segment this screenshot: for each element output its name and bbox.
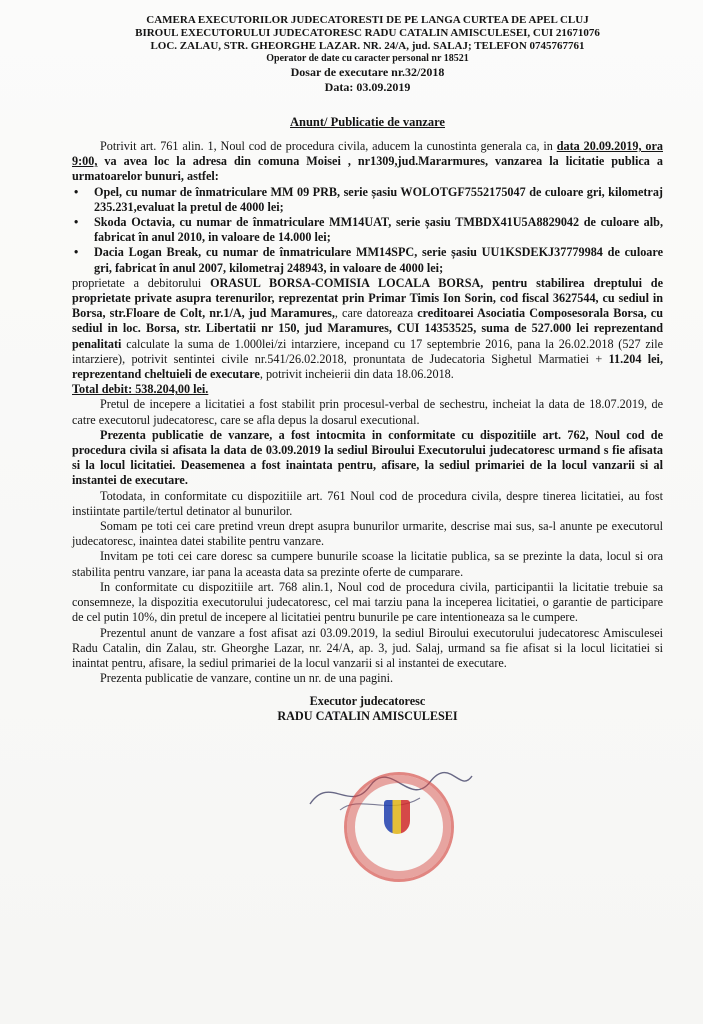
paragraph-publication: Prezenta publicatie de vanzare, a fost intocmita in conformitate cu dispozitiile art. 762, Noul cod de procedura civila si afisata la data de 03.09.2019 la sediul Biroului Executorului judecatoresc urmand s fie afisata si la locul licitatiei. Deasemenea a fost inaintata pentru, afisare, la sediul primariei de la locul vanzarii si al instantei de executare. (72, 427, 663, 488)
bullet-icon: • (74, 215, 79, 230)
coat-of-arms-icon (384, 800, 410, 834)
goods-item-text: Dacia Logan Break, cu numar de înmatriculare MM14SPC, serie șasiu UU1KSDEKJ37779984 de culoare gri, fabricat în anul 2007, kilometraj 248943, in valoare de 4000 lei; (94, 245, 663, 275)
bullet-icon: • (74, 184, 79, 199)
letterhead-chamber: CAMERA EXECUTORILOR JUDECATORESTI DE PE LANGA CURTEA DE APEL CLUJ (146, 14, 589, 26)
paragraph-starting-price: Pretul de incepere a licitatiei a fost stabilit prin procesul-verbal de sechestru, incheiat la data de 18.07.2019, de catre executorul judecatoresc, care se afla depus la dosarul executional. (72, 397, 663, 427)
owner-text-e: calculate la suma de 1.000lei/zi intarziere, incepand cu 17 septembrie 2016, pana la 26.02.2018 (527 zile intarziere), potrivit sentintei civile nr.541/26.02.2018, pronuntata de Judecatoria Sighetul Marmatiei + (72, 336, 663, 366)
intro-text-c: va avea loc la adresa din comuna Moisei , nr1309,jud.Mararmures, vanzarea la licitatie publica a urmatoarelor bunuri, astfel: (72, 154, 663, 184)
owner-paragraph (72, 276, 663, 382)
goods-item-text: Skoda Octavia, cu numar de înmatriculare MM14UAT, serie șasiu TMBDX41U5A8829042 de culoare alb, fabricat în anul 2010, in valoare de 14.000 lei; (94, 215, 663, 245)
paragraph-guarantee: In conformitate cu dispozitiile art. 768 alin.1, Noul cod de procedura civila, participantii la licitatie trebuie sa consemneze, la dispozitia executorului judecatoresc, cel mai tarziu pana la inceperea licitatiei, o garantie de participare de cel putin 10%, din pretul de incepere al licitatiei pentru bunurile pe care intentioneaza sa le cumpere. (72, 579, 663, 625)
signature-role: Executor judecatoresc (309, 694, 426, 709)
goods-item-text: Opel, cu numar de înmatriculare MM 09 PRB, serie șasiu WOLOTGF7552175047 de culoare gri, kilometraj 235.231,evaluat la pretul de 4000 lei; (94, 184, 663, 214)
paragraph-posting: Prezentul anunt de vanzare a fost afisat azi 03.09.2019, la sediul Biroului executorului judecatoresc Amisculesei Radu Catalin, din Zalau, str. Gheorghe Lazar, nr. 24/A, ap. 3, jud. Salaj, urmand sa fie afisat si la locul licitatiei si inaintat pentru, afisare, la sediul primariei de la locul vanzarii si al instantei de executare. (72, 625, 663, 670)
auction-date: data 20.09.2019, ora 9:00, (72, 139, 663, 169)
document-title: Anunt/ Publicatie de vanzare (290, 115, 445, 129)
letterhead (72, 14, 663, 95)
list-item (72, 215, 663, 245)
intro-text-a: Potrivit art. 761 alin. 1, Noul cod de procedura civila, aducem la cunostinta generala ca, in (100, 139, 557, 153)
paragraph-summons: Somam pe toti cei care pretind vreun drept asupra bunurilor urmarite, descrise mai sus, sa-l anunte pe executorul judecatoresc, inaintea datei stabilite pentru vanzare. (72, 519, 663, 549)
owner-text-a: proprietate a debitorului (72, 275, 211, 290)
debtor-name: ORASUL BORSA-COMISIA LOCALA BORSA, pentru stabilirea dreptului de proprietate private asupra terenurilor, reprezentat prin Primar Timis Ion Sorin, cod fiscal 3627544, cu sediul in Borsa, str.Floare de Colt, nr.1/A, jud Maramures, (72, 275, 663, 321)
goods-list (72, 185, 663, 276)
creditor-details: creditoarei Asociatia Composesorala Borsa, cu sediul in loc. Borsa, str. Libertatii nr 150, jud Maramures, CUI 14353525, suma de 527.000 lei reprezentand penalitati (72, 306, 663, 351)
owner-text-g: , potrivit incheierii din data 18.06.2018. (259, 367, 454, 382)
case-number: Dosar de executare nr.32/2018 (290, 65, 445, 79)
bullet-icon: • (74, 245, 79, 260)
document-date: Data: 03.09.2019 (324, 80, 411, 94)
signature-block (72, 694, 663, 724)
list-item (72, 245, 663, 275)
signature-name: RADU CATALIN AMISCULESEI (277, 709, 458, 724)
paragraph-notification: Totodata, in conformitate cu dispozitiile art. 761 Noul cod de procedura civila, despre tinerea licitatiei, au fost instiintate partile/tertul detinator al bunurilor. (72, 488, 663, 518)
letterhead-office: BIROUL EXECUTORULUI JUDECATORESC RADU CATALIN AMISCULESEI, CUI 21671076 (135, 27, 600, 39)
paragraph-invitation: Invitam pe toti cei care doresc sa cumpere bunurile scoase la licitatie publica, sa se prezinte la data, locul si ora stabilita pentru vanzare, iar pana la aceasta data sa prezinte oferte de cumparare. (72, 549, 663, 579)
total-debit: Total debit: 538.204,00 lei. (72, 382, 209, 397)
letterhead-operator: Operator de date cu caracter personal nr 18521 (266, 53, 469, 64)
letterhead-address: LOC. ZALAU, STR. GHEORGHE LAZAR. NR. 24/A, jud. SALAJ; TELEFON 0745767761 (150, 40, 585, 52)
intro-paragraph (72, 139, 663, 185)
paragraph-page-count: Prezenta publicatie de vanzare, contine un nr. de una pagini. (100, 671, 394, 686)
execution-costs: 11.204 lei, reprezentand cheltuieli de executare (72, 351, 663, 382)
owner-text-c: , care datoreaza (334, 306, 418, 321)
list-item (72, 185, 663, 215)
